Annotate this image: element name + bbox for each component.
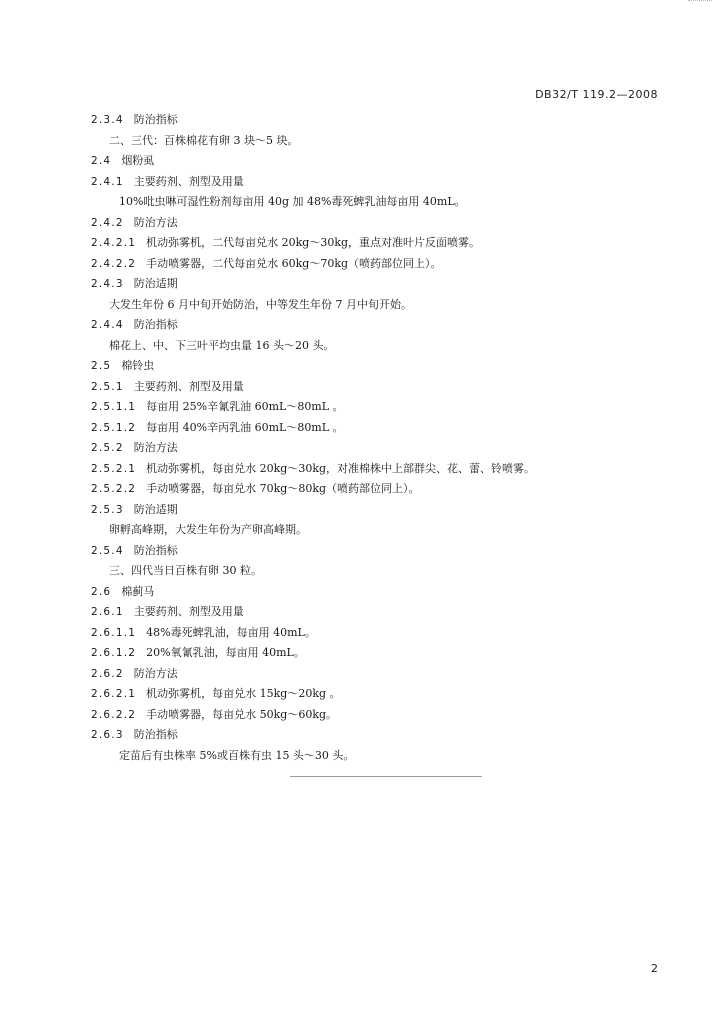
clause-text: 每亩用 25%辛氰乳油 60mL～80mL 。: [146, 400, 344, 413]
page-number: 2: [651, 962, 658, 975]
clause-text: 手动喷雾器，二代每亩兑水 60kg～70kg（喷药部位同上）。: [146, 256, 442, 270]
clause-text: 防治方法: [133, 215, 178, 229]
clause-text: 手动喷雾器，每亩兑水 70kg～80kg（喷药部位同上）。: [146, 482, 420, 495]
clause-text: 防治适期: [133, 502, 178, 516]
clause-number: 2.6.2.1: [91, 688, 137, 700]
clause-line: [91, 479, 651, 500]
clause-number: 2.5.4: [91, 544, 124, 557]
clause-number: 2.6.1: [91, 606, 124, 618]
clause-line: [91, 213, 651, 234]
clause-number: 2.5.1.1: [91, 401, 137, 413]
clause-number: 2.6.1.2: [91, 647, 137, 659]
clause-text: 主要药剂、剂型及用量: [133, 174, 244, 188]
clause-text: 主要药剂、剂型及用量: [133, 605, 244, 618]
clause-number: 2.5.2.2: [91, 483, 137, 495]
clause-text: 防治指标: [133, 728, 178, 741]
clause-body-line: [91, 192, 651, 213]
clause-text: 棉蓟马: [121, 584, 155, 598]
end-rule: [290, 776, 482, 777]
clause-text: 防治方法: [133, 666, 178, 680]
clause-number: 2.4.1: [91, 175, 124, 188]
clause-line: [91, 274, 651, 295]
clause-line: [91, 397, 651, 418]
clause-body-line: [91, 131, 651, 152]
clause-text: 防治指标: [133, 113, 178, 126]
clause-number: 2.5.2.1: [91, 462, 137, 475]
document-body: [91, 110, 651, 766]
clause-line: [91, 377, 651, 398]
clause-line: [91, 725, 651, 746]
clause-line: [91, 643, 651, 664]
paragraph-text: 大发生年份 6 月中旬开始防治，中等发生年份 7 月中旬开始。: [109, 297, 412, 311]
clause-number: 2.4.2: [91, 216, 124, 229]
clause-line: [91, 233, 651, 254]
clause-body-line: [91, 520, 651, 541]
clause-line: [91, 438, 651, 459]
clause-number: 2.5.3: [91, 503, 124, 516]
clause-text: 20%氧氰乳油，每亩用 40mL。: [146, 646, 305, 659]
clause-number: 2.6.1.1: [91, 626, 137, 639]
clause-text: 主要药剂、剂型及用量: [133, 379, 244, 393]
clause-number: 2.5.2: [91, 442, 124, 454]
paragraph-text: 棉花上、中、下三叶平均虫量 16 头～20 头。: [109, 338, 335, 352]
clause-line: [91, 500, 651, 521]
clause-number: 2.4.3: [91, 278, 124, 290]
clause-line: [91, 541, 651, 562]
clause-line: [91, 602, 651, 623]
clause-number: 2.5: [91, 360, 112, 372]
clause-text: 机动弥雾机，每亩兑水 15kg～20kg 。: [146, 687, 341, 700]
clause-body-line: [91, 746, 651, 767]
paragraph-text: 卵孵高峰期，大发生年份为产卵高峰期。: [109, 523, 307, 536]
clause-text: 防治指标: [133, 318, 178, 331]
clause-number: 2.3.4: [91, 114, 124, 126]
clause-body-line: [91, 561, 651, 582]
paragraph-text: 三、四代当日百株有卵 30 粒。: [109, 564, 262, 577]
clause-line: [91, 356, 651, 377]
clause-line: [91, 705, 651, 726]
clause-number: 2.4.2.2: [91, 257, 137, 270]
clause-text: 每亩用 40%辛丙乳油 60mL～80mL 。: [146, 420, 344, 434]
clause-line: [91, 418, 651, 439]
clause-number: 2.4: [91, 155, 112, 167]
paragraph-text: 二、三代：百株棉花有卵 3 块～5 块。: [109, 133, 299, 147]
paragraph-text: 定苗后有虫株率 5%或百株有虫 15 头～30 头。: [119, 748, 355, 762]
clause-line: [91, 664, 651, 685]
clause-line: [91, 172, 651, 193]
clause-body-line: [91, 295, 651, 316]
clause-text: 防治适期: [133, 277, 178, 290]
clause-number: 2.4.4: [91, 319, 124, 331]
clause-line: [91, 315, 651, 336]
clause-number: 2.5.1.2: [91, 421, 137, 434]
clause-line: [91, 623, 651, 644]
clause-body-line: [91, 336, 651, 357]
clause-text: 防治方法: [133, 441, 178, 454]
clause-number: 2.5.1: [91, 380, 124, 393]
clause-number: 2.6.3: [91, 729, 124, 741]
clause-number: 2.6.2: [91, 667, 124, 680]
clause-line: [91, 254, 651, 275]
clause-text: 机动弥雾机，每亩兑水 20kg～30kg，对准棉株中上部群尖、花、蕾、铃喷雾。: [146, 461, 536, 475]
clause-line: [91, 459, 651, 480]
clause-text: 防治指标: [133, 543, 178, 557]
clause-text: 烟粉虱: [121, 154, 155, 167]
clause-text: 棉铃虫: [121, 359, 155, 372]
clause-line: [91, 582, 651, 603]
clause-line: [91, 110, 651, 131]
scan-corner-mark: [688, 0, 712, 4]
clause-number: 2.4.2.1: [91, 237, 137, 249]
clause-text: 手动喷雾器，每亩兑水 50kg～60kg。: [146, 707, 338, 721]
clause-line: [91, 151, 651, 172]
paragraph-text: 10%吡虫啉可湿性粉剂每亩用 40g 加 48%毒死蜱乳油每亩用 40mL。: [119, 195, 466, 208]
clause-number: 2.6: [91, 585, 112, 598]
clause-text: 机动弥雾机，二代每亩兑水 20kg～30kg，重点对准叶片反面喷雾。: [146, 236, 481, 249]
clause-number: 2.6.2.2: [91, 708, 137, 721]
clause-text: 48%毒死蜱乳油，每亩用 40mL。: [146, 625, 316, 639]
clause-line: [91, 684, 651, 705]
standard-code: DB32/T 119.2—2008: [535, 88, 658, 101]
